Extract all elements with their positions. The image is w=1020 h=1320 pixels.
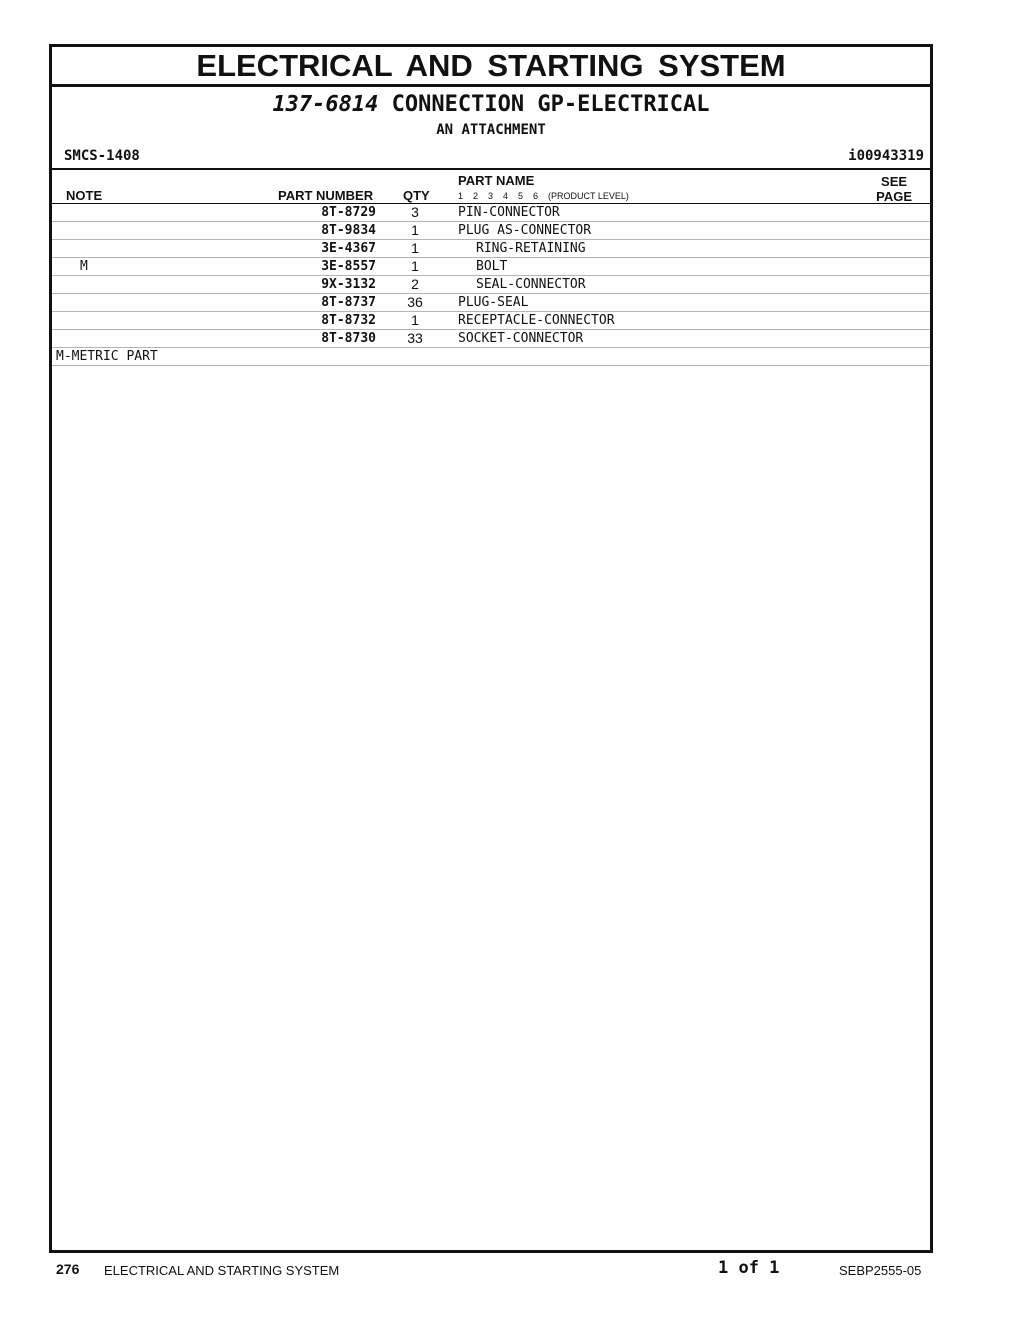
table-row — [52, 240, 930, 258]
page-footer — [0, 1258, 1020, 1282]
metric-footnote — [52, 348, 930, 366]
part-number-cell: 9X-3132 — [321, 277, 376, 292]
column-header-see-page — [876, 174, 912, 204]
table-row — [52, 222, 930, 240]
footer-page-of: 1 of 1 — [718, 1258, 780, 1278]
product-level-header: 1 2 3 4 5 6 (PRODUCT LEVEL) — [458, 191, 629, 201]
table-row — [52, 294, 930, 312]
note-cell: M — [80, 259, 88, 274]
section-title: ELECTRICAL AND STARTING SYSTEM — [52, 47, 930, 87]
part-name-cell: RING-RETAINING — [476, 241, 586, 256]
table-row — [52, 204, 930, 222]
footnote-text: M-METRIC PART — [56, 349, 158, 364]
parts-page-frame — [49, 44, 933, 1253]
qty-cell: 1 — [411, 222, 419, 238]
group-number: 137-6814 — [272, 92, 379, 117]
qty-cell: 36 — [407, 294, 423, 310]
group-name: CONNECTION GP-ELECTRICAL — [391, 92, 710, 117]
qty-cell: 1 — [411, 240, 419, 256]
part-number-cell: 8T-8729 — [321, 205, 376, 220]
part-name-cell: PLUG-SEAL — [458, 295, 529, 310]
qty-cell: 1 — [411, 258, 419, 274]
column-header-qty: QTY — [403, 188, 430, 203]
see-label: SEE — [881, 174, 908, 189]
part-name-cell: PIN-CONNECTOR — [458, 205, 560, 220]
qty-cell: 3 — [411, 204, 419, 220]
footer-section-name: ELECTRICAL AND STARTING SYSTEM — [104, 1263, 340, 1278]
qty-cell: 1 — [411, 312, 419, 328]
group-title — [52, 91, 930, 119]
page-label: PAGE — [876, 189, 912, 204]
column-header-part-name: PART NAME — [458, 173, 535, 188]
table-row — [52, 312, 930, 330]
column-header-note: NOTE — [66, 188, 103, 203]
smcs-code: SMCS-1408 — [64, 148, 140, 164]
part-number-cell: 3E-4367 — [321, 241, 376, 256]
part-number-cell: 8T-8732 — [321, 313, 376, 328]
part-number-cell: 8T-8730 — [321, 331, 376, 346]
part-name-cell: RECEPTACLE-CONNECTOR — [458, 313, 615, 328]
part-name-cell: BOLT — [476, 259, 508, 274]
illustration-id: i00943319 — [848, 148, 924, 164]
qty-cell: 33 — [407, 330, 423, 346]
header-rule — [52, 168, 930, 170]
footer-document-id: SEBP2555-05 — [839, 1263, 922, 1278]
part-name-cell: SEAL-CONNECTOR — [476, 277, 586, 292]
group-subtitle: AN ATTACHMENT — [436, 122, 546, 138]
qty-cell: 2 — [411, 276, 419, 292]
part-name-cell: PLUG AS-CONNECTOR — [458, 223, 592, 238]
footer-page-number: 276 — [56, 1261, 80, 1277]
column-header-part-number: PART NUMBER — [278, 188, 374, 203]
part-number-cell: 8T-8737 — [321, 295, 376, 310]
parts-list — [52, 204, 930, 366]
part-name-cell: SOCKET-CONNECTOR — [458, 331, 584, 346]
table-row — [52, 258, 930, 276]
part-number-cell: 8T-9834 — [321, 223, 376, 238]
part-number-cell: 3E-8557 — [321, 259, 376, 274]
table-row — [52, 330, 930, 348]
table-row — [52, 276, 930, 294]
